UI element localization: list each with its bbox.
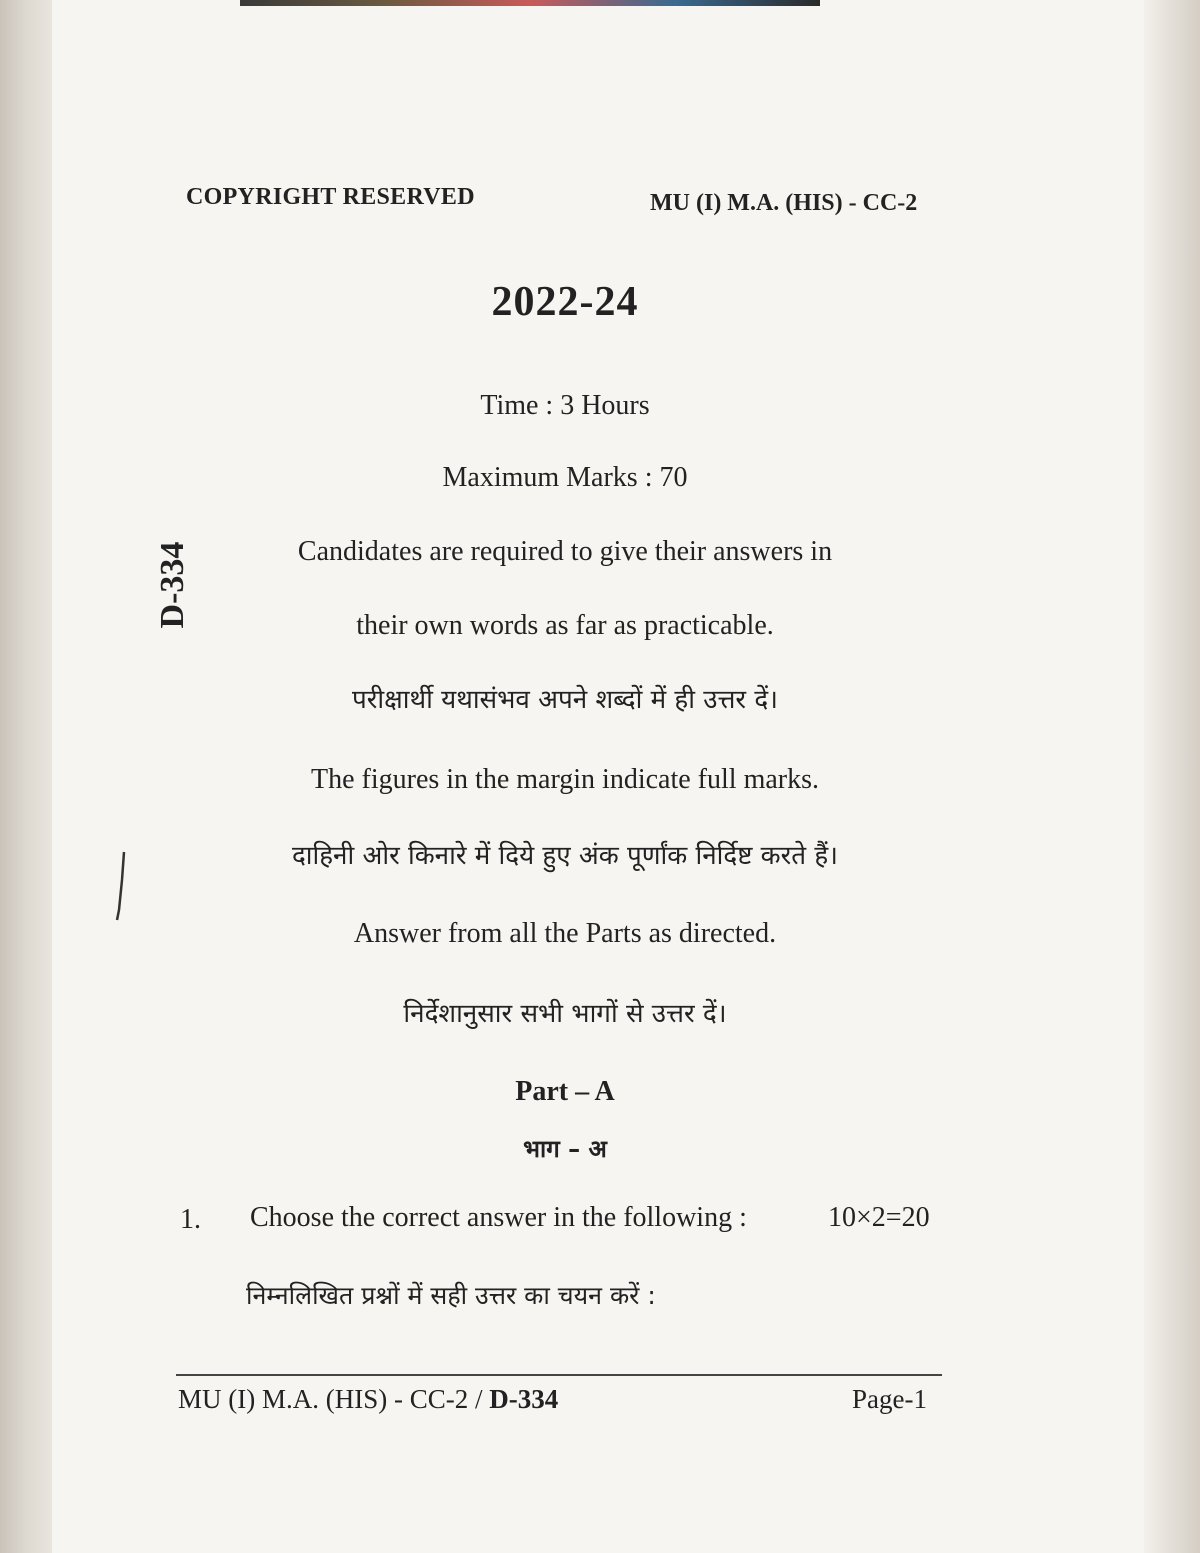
- copyright-label: COPYRIGHT RESERVED: [186, 184, 475, 210]
- margin-pen-mark: [115, 850, 127, 922]
- instruction-figures: The figures in the margin indicate full marks.: [310, 764, 819, 795]
- question-marks: 10×2=20: [828, 1202, 930, 1233]
- paper-code-header: MU (I) M.A. (HIS) - CC-2: [650, 190, 918, 216]
- footer-page-number: Page-1: [852, 1384, 927, 1414]
- side-paper-code-text: D-334: [154, 541, 191, 629]
- instruction-line-1: Candidates are required to give their answers in: [297, 536, 833, 567]
- footer-paper-code: [178, 1384, 558, 1415]
- footer-code-text: MU (I) M.A. (HIS) - CC-2 /: [178, 1384, 490, 1414]
- question-text: Choose the correct answer in the following :: [250, 1202, 747, 1233]
- page-right-edge: [1144, 0, 1200, 1553]
- maximum-marks: Maximum Marks : 70: [442, 462, 688, 493]
- instruction-answer: Answer from all the Parts as directed.: [353, 918, 777, 949]
- footer-rule: [176, 1374, 942, 1376]
- footer-code-bold: D-334: [489, 1384, 559, 1414]
- question-text-hindi: निम्नलिखित प्रश्नों में सही उत्तर का चयन करें :: [246, 1281, 656, 1310]
- time-allowed: Time : 3 Hours: [480, 390, 650, 421]
- instruction-hindi-1: परीक्षार्थी यथासंभव अपने शब्दों में ही उत्तर दें।: [352, 685, 778, 715]
- exam-year: 2022-24: [491, 279, 639, 325]
- part-title-hindi: भाग – अ: [523, 1135, 607, 1163]
- top-edge-strip: [240, 0, 820, 6]
- question-number: 1.: [180, 1204, 201, 1235]
- part-title: Part – A: [515, 1076, 615, 1107]
- instruction-hindi-2: दाहिनी ओर किनारे में दिये हुए अंक पूर्णांक निर्दिष्ट करते हैं।: [291, 841, 839, 871]
- instruction-hindi-3: निर्देशानुसार सभी भागों से उत्तर दें।: [403, 999, 727, 1029]
- instruction-line-2: their own words as far as practicable.: [356, 610, 774, 641]
